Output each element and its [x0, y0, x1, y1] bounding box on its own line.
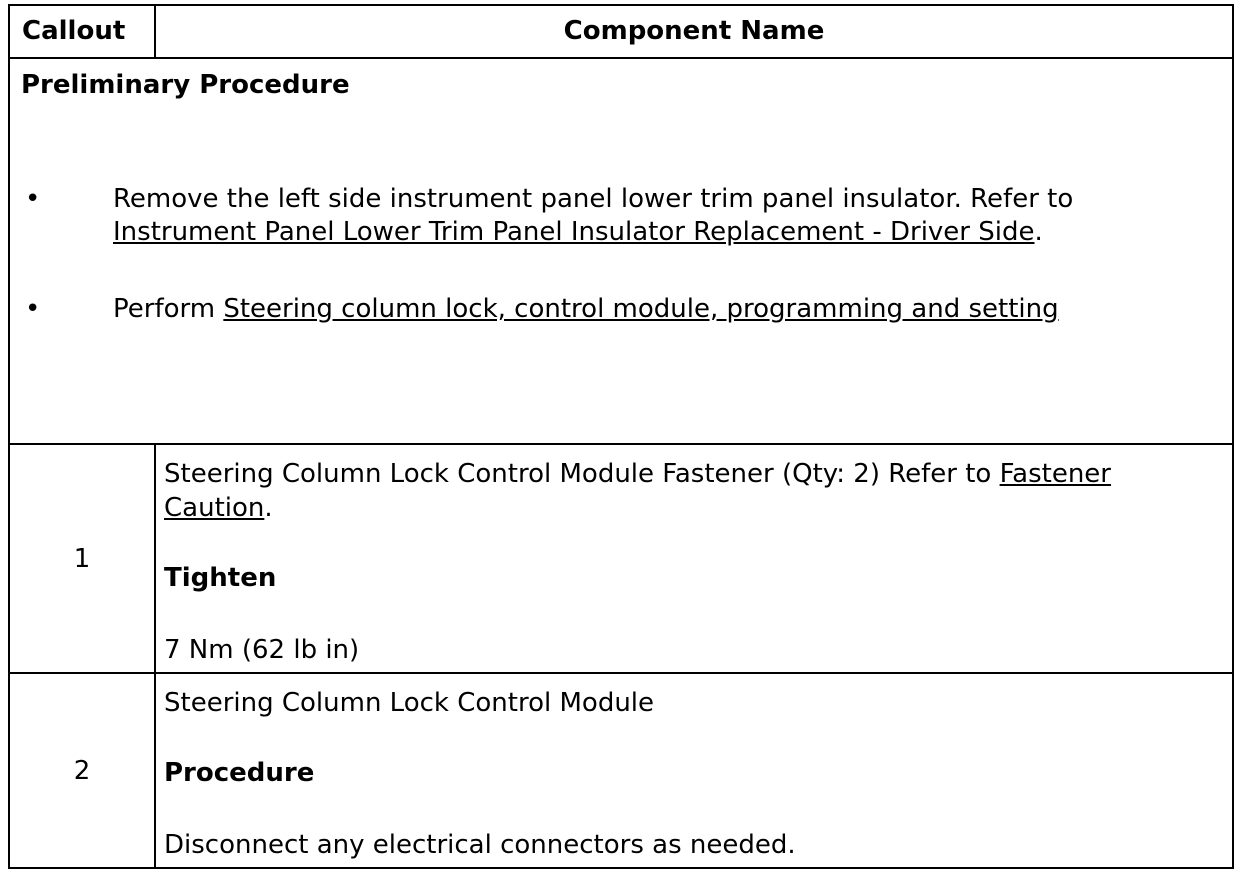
- callout-cell: 1: [9, 444, 155, 673]
- item2-text: Perform: [113, 294, 224, 324]
- callout-cell: 2: [9, 673, 155, 868]
- preliminary-row: [9, 58, 1233, 444]
- table-row: [9, 673, 1233, 868]
- procedure-table: [8, 4, 1234, 869]
- preliminary-title: Preliminary Procedure: [21, 70, 350, 100]
- callout-header: Callout: [9, 5, 155, 58]
- torque-value: 7 Nm (62 lb in): [164, 635, 360, 665]
- table-row: [9, 444, 1233, 673]
- tighten-heading: Tighten: [164, 563, 277, 593]
- component-cell: [155, 444, 1233, 673]
- bullet-icon: •: [25, 294, 41, 324]
- component-text: Steering Column Lock Control Module Fastener (Qty: 2) Refer to: [164, 459, 1000, 489]
- bullet-icon: •: [25, 184, 41, 214]
- fastener-caution-link[interactable]: Fastener Caution: [164, 459, 1111, 523]
- procedure-detail: Disconnect any electrical connectors as needed.: [164, 830, 796, 860]
- steering-column-programming-link[interactable]: Steering column lock, control module, programming and setting: [223, 294, 1059, 324]
- item1-text: Remove the left side instrument panel lower trim panel insulator. Refer to: [113, 184, 1074, 214]
- instrument-panel-insulator-link[interactable]: Instrument Panel Lower Trim Panel Insulator Replacement - Driver Side: [113, 217, 1035, 247]
- component-cell: [155, 673, 1233, 868]
- item1-end: .: [1034, 217, 1043, 247]
- component-end: .: [264, 493, 273, 523]
- preliminary-item-2: [25, 293, 1103, 326]
- component-description: [164, 457, 1224, 525]
- preliminary-cell: [9, 58, 1233, 444]
- preliminary-item-1: [25, 183, 1103, 249]
- component-name-header: Component Name: [155, 5, 1233, 58]
- component-description: Steering Column Lock Control Module: [164, 688, 655, 718]
- header-row: [9, 5, 1233, 58]
- procedure-heading: Procedure: [164, 758, 315, 788]
